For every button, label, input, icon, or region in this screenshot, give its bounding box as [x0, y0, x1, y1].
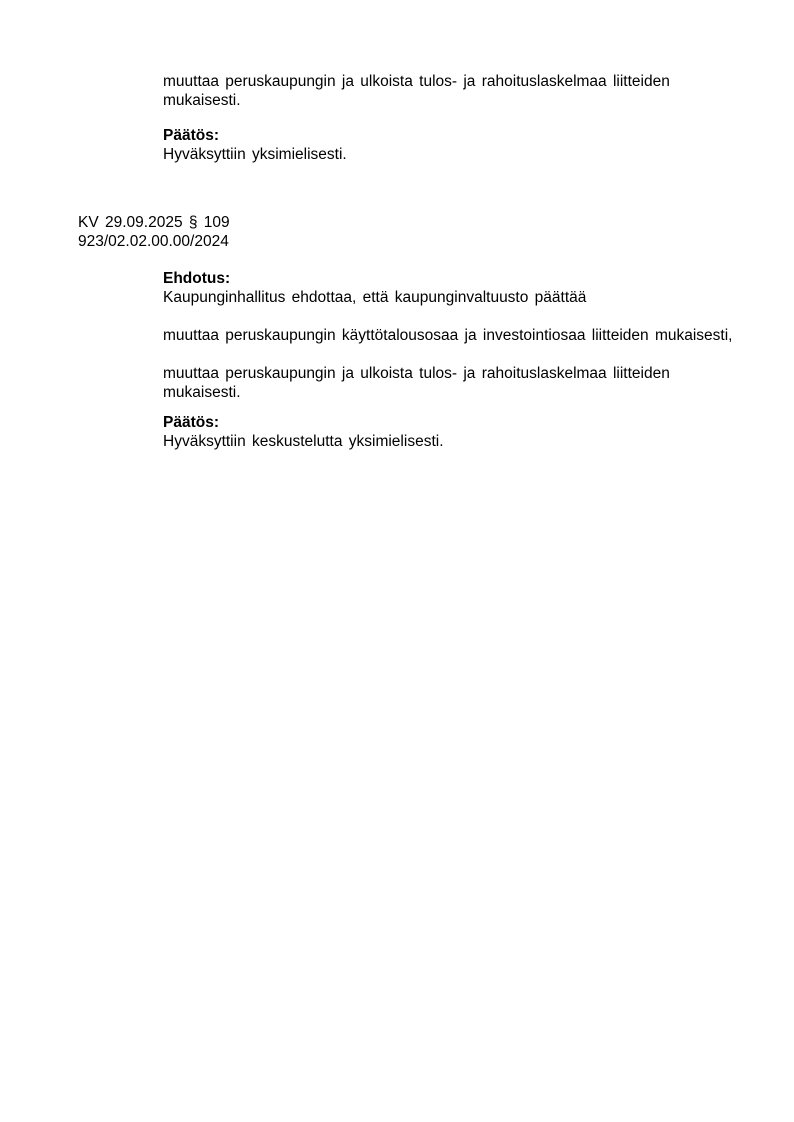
decision-label: Päätös: — [163, 414, 219, 431]
prev-decision-label: Päätös: — [163, 127, 219, 144]
prev-paragraph-line-1: muuttaa peruskaupungin ja ulkoista tulos- ja rahoituslaskelmaa liitteiden — [163, 73, 670, 90]
proposal-item-1-line: muuttaa peruskaupungin käyttötalousosaa ja investointiosaa liitteiden mukaisesti, — [163, 327, 733, 344]
prev-decision-text: Hyväksyttiin yksimielisesti. — [163, 146, 347, 163]
prev-section-decision — [163, 126, 347, 164]
proposal-item-2-line-1: muuttaa peruskaupungin ja ulkoista tulos- ja rahoituslaskelmaa liitteiden — [163, 365, 670, 382]
proposal-label: Ehdotus: — [163, 270, 231, 287]
proposal-heading — [163, 269, 586, 307]
section-header — [78, 213, 230, 251]
decision-text: Hyväksyttiin keskustelutta yksimielisesti. — [163, 433, 444, 450]
proposal-item-1 — [163, 326, 732, 345]
prev-section-paragraph — [163, 72, 670, 110]
prev-paragraph-line-2: mukaisesti. — [163, 92, 241, 109]
proposal-intro: Kaupunginhallitus ehdottaa, että kaupunginvaltuusto päättää — [163, 289, 587, 306]
section-header-reference: KV 29.09.2025 § 109 — [78, 214, 230, 231]
section-header-diary-number: 923/02.02.00.00/2024 — [78, 233, 229, 250]
section-decision — [163, 413, 444, 451]
proposal-item-2-line-2: mukaisesti. — [163, 384, 241, 401]
proposal-item-2 — [163, 364, 670, 402]
